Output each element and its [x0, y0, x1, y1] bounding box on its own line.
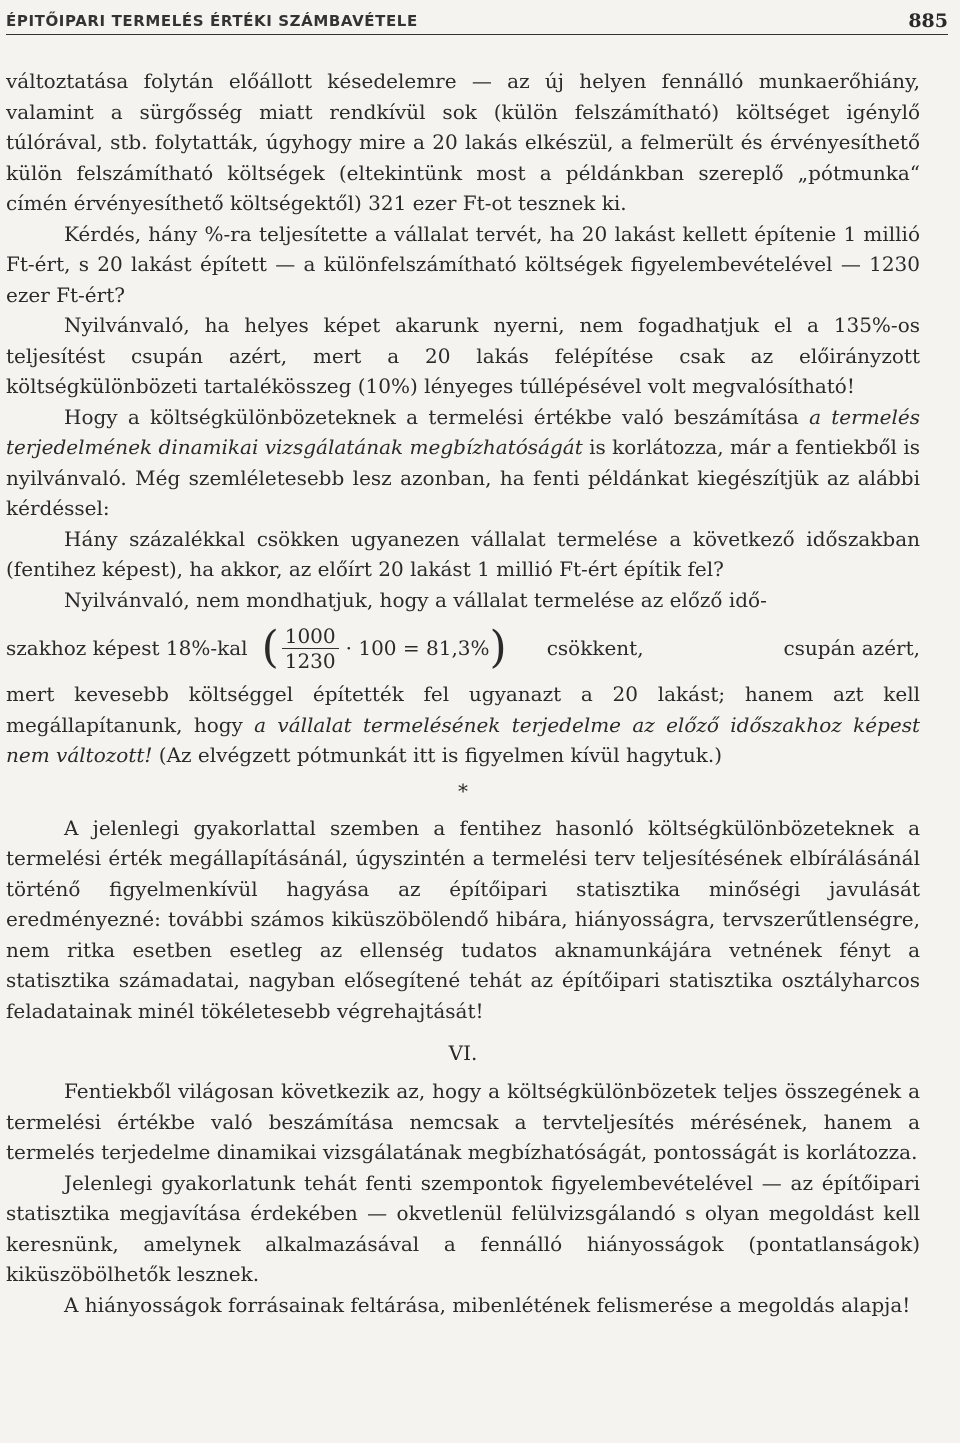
fraction: [282, 624, 339, 673]
paragraph-3: Nyilvánvaló, ha helyes képet akarunk nyerni, nem fogadhatjuk el a 135%-os teljesítést csupán azért, mert a 20 lakás felépítése csak az előirányzott költségkülönbözeti tartalékösszeg (10%) lényeges túllépésével volt megvalósítható!: [6, 313, 920, 398]
paragraph-1: változtatása folytán előállott késedelemre — az új helyen fennálló munkaerőhiány, valamint a sürgősség miatt rendkívül sok (külön felszámítható) költséget igénylő túlórával, stb. folytatták, úgyhogy mire a 20 lakás elkészül, a felmerült és érvényesíthető külön felszámítható költségek (eltekintünk most a példánkban szereplő „pótmunka“ címén érvényesíthető költségektől) 321 ezer Ft-ot tesznek ki.: [6, 69, 920, 215]
page-number: 885: [908, 10, 948, 32]
equation-trailing-left: csökkent,: [546, 635, 644, 660]
paragraph-10: Jelenlegi gyakorlatunk tehát fenti szempontok figyelembevételével — az építőipari statisztika megjavítása érdekében — okvetlenül felülvizsgálandó s olyan megoldást kell keresnünk, amelynek alkalmazásával a fennálló hiányosságok (pontatlanságok) kiküszöbölhetők lesznek.: [6, 1170, 920, 1286]
paragraph-4-start: Hogy a költségkülönbözeteknek a termelési értékbe való beszámítása: [64, 404, 810, 429]
equation: [262, 624, 507, 673]
paragraph-2: Kérdés, hány %-ra teljesítette a vállalat tervét, ha 20 lakást kellett építenie 1 millió Ft-ért, s 20 lakást épített — a különfelszámítható költségek figyelembevételével — 1230 ezer Ft-ért?: [6, 221, 920, 307]
left-bracket: (: [261, 622, 279, 673]
fraction-numerator: 1000: [282, 624, 339, 649]
running-head: ÉPITŐIPARI TERMELÉS ÉRTÉKI SZÁMBAVÉTELE: [6, 12, 418, 30]
paragraph-4: [6, 402, 920, 524]
equation-result: · 100 = 81,3%: [345, 635, 490, 660]
paragraph-7-emphasis: a vállalat termelésének terjedelme az előző időszakhoz képest nem változott!: [6, 712, 921, 767]
section-separator: *: [458, 778, 468, 803]
paragraph-4-end: is korlátozza, már a fentiekből is nyilvánvaló. Még szemléletesebb lesz azonban, ha fenti példánkat kiegészítjük az alábbi kérdéssel:: [6, 435, 921, 520]
equation-lead-text: szakhoz képest 18%-kal: [6, 635, 248, 660]
paragraph-7: [6, 679, 920, 771]
equation-trailing-right: csupán azért,: [783, 635, 920, 660]
paragraph-7-start: mert kevesebb költséggel építették fel ugyanazt a 20 lakást; hanem azt kell megállapítanunk, hogy: [6, 682, 920, 737]
paragraph-11: A hiányosságok forrásainak feltárása, mibenlétének felismerése a megoldás alapja!: [64, 1292, 911, 1317]
fraction-denominator: 1230: [284, 648, 336, 673]
equation-line: [6, 617, 920, 679]
page-header: [6, 4, 948, 35]
paragraph-7-end: (Az elvégzett pótmunkát itt is figyelmen kívül hagytuk.): [152, 743, 723, 767]
paragraph-8: A jelenlegi gyakorlattal szemben a fentihez hasonló költségkülönbözeteknek a termelési érték megállapításánál, úgyszintén a termelési terv teljesítésének elbírálásánál történő figyelmenkívül hagyása az építőipari statisztika minőségi javulását eredményezné: további számos kiküszöbölendő hibára, hiányosságra, tervszerűtlenségre, nem ritka esetben esetleg az ellenség tudatos aknamunkájára vetnének fényt a statisztika számadatai, nagyban elősegítené tehát az építőipari statisztika osztályharcos feladatainak minél tökéletesebb végrehajtását!: [6, 815, 920, 1023]
equation-trailing: [547, 633, 920, 664]
paragraph-6: Nyilvánvaló, nem mondhatjuk, hogy a vállalat termelése az előző idő-: [64, 587, 767, 612]
paragraph-5: Hány százalékkal csökken ugyanezen vállalat termelése a következő időszakban (fentihez képest), ha akkor, az előírt 20 lakást 1 millió Ft-ért építik fel?: [6, 526, 920, 581]
right-bracket: ): [489, 622, 507, 673]
paragraph-9: Fentiekből világosan következik az, hogy a költségkülönbözetek teljes összegének a termelési értékbe való beszámítása nemcsak a tervteljesítés mérésének, hanem a termelés terjedelme dinamikai vizsgálatának megbízhatóságát, pontosságát is korlátozza.: [6, 1079, 920, 1164]
chapter-heading: VI.: [448, 1041, 478, 1065]
page-body: [6, 66, 920, 1320]
paragraph-4-emphasis: a termelés terjedelmének dinamikai vizsgálatának megbízhatóságát: [6, 404, 920, 459]
